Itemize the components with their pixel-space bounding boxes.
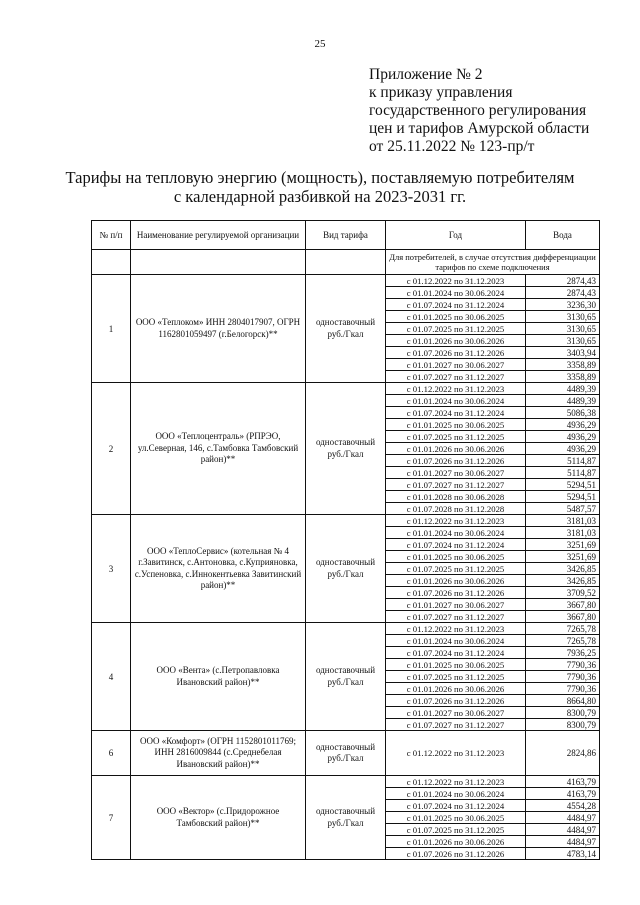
tariff-value: 3709,52 (526, 587, 600, 599)
tariff-value: 3403,94 (526, 347, 600, 359)
subheader-note: Для потребителей, в случае отсутствия дифференциации тарифов по схеме подключения (386, 250, 600, 275)
tariff-value: 4936,29 (526, 419, 600, 431)
tariff-value: 4783,14 (526, 848, 600, 860)
tariff-value: 4489,39 (526, 383, 600, 395)
tariff-period: с 01.01.2025 по 30.06.2025 (386, 812, 526, 824)
tariff-period: с 01.12.2022 по 31.12.2023 (386, 515, 526, 527)
table-subheader-row (92, 250, 600, 275)
row-number: 4 (92, 623, 131, 731)
tariff-value: 7265,78 (526, 635, 600, 647)
organization-name: ООО «Вента» (с.Петропавловка Ивановский район)** (131, 623, 306, 731)
tariff-value: 3181,03 (526, 515, 600, 527)
tariff-value: 7790,36 (526, 659, 600, 671)
tariff-value: 4484,97 (526, 824, 600, 836)
tariff-period: с 01.01.2024 по 30.06.2024 (386, 527, 526, 539)
table-row (92, 383, 600, 395)
tariff-value: 8300,79 (526, 719, 600, 731)
tariff-period: с 01.07.2027 по 31.12.2027 (386, 611, 526, 623)
tariff-period: с 01.07.2025 по 31.12.2025 (386, 563, 526, 575)
appendix-line: государственного регулирования (369, 102, 587, 119)
tariff-period: с 01.07.2026 по 31.12.2026 (386, 848, 526, 860)
tariff-period: с 01.01.2027 по 30.06.2027 (386, 707, 526, 719)
tariff-value: 3236,30 (526, 299, 600, 311)
tariff-period: с 01.01.2024 по 30.06.2024 (386, 635, 526, 647)
title-line: Тарифы на тепловую энергию (мощность), поставляемую потребителям (65, 168, 575, 187)
document-title (0, 168, 640, 206)
tariff-value: 7265,78 (526, 623, 600, 635)
tariff-period: с 01.01.2026 по 30.06.2026 (386, 683, 526, 695)
tariff-period: с 01.07.2025 по 31.12.2025 (386, 431, 526, 443)
row-number: 3 (92, 515, 131, 623)
title-line: с календарной разбивкой на 2023-2031 гг. (173, 187, 467, 206)
tariff-period: с 01.12.2022 по 31.12.2023 (386, 776, 526, 788)
appendix-line: Приложение № 2 (369, 66, 483, 83)
tariff-value: 4484,97 (526, 812, 600, 824)
appendix-header (369, 66, 589, 156)
tariff-value: 3426,85 (526, 575, 600, 587)
tariff-value: 4484,97 (526, 836, 600, 848)
tariff-period: с 01.01.2025 по 30.06.2025 (386, 551, 526, 563)
table-header-row (92, 221, 600, 250)
subheader-empty (131, 250, 306, 275)
tariff-type: одноставочный руб./Гкал (306, 515, 386, 623)
tariff-period: с 01.12.2022 по 31.12.2023 (386, 275, 526, 287)
tariff-value: 8664,80 (526, 695, 600, 707)
tariff-value: 3358,89 (526, 359, 600, 371)
organization-name: ООО «Теплоцентраль» (РПРЭО, ул.Северная, 146, с.Тамбовка Тамбовский район)** (131, 383, 306, 515)
tariff-value: 5487,57 (526, 503, 600, 515)
subheader-empty (306, 250, 386, 275)
header-water: Вода (526, 221, 600, 250)
tariff-period: с 01.01.2027 по 30.06.2027 (386, 599, 526, 611)
tariff-value: 5294,51 (526, 479, 600, 491)
tariff-value: 7790,36 (526, 683, 600, 695)
page-number: 25 (314, 38, 326, 50)
tariff-period: с 01.07.2024 по 31.12.2024 (386, 647, 526, 659)
tariff-value: 3667,80 (526, 611, 600, 623)
tariff-value: 3181,03 (526, 527, 600, 539)
row-number: 2 (92, 383, 131, 515)
tariff-value: 5294,51 (526, 491, 600, 503)
tariff-period: с 01.07.2025 по 31.12.2025 (386, 323, 526, 335)
table-row (92, 731, 600, 776)
header-type: Вид тарифа (306, 221, 386, 250)
organization-name: ООО «Вектор» (с.Придорожное Тамбовский район)** (131, 776, 306, 860)
row-number: 1 (92, 275, 131, 383)
tariff-type: одноставочный руб./Гкал (306, 275, 386, 383)
tariff-period: с 01.07.2026 по 31.12.2026 (386, 455, 526, 467)
tariff-type: одноставочный руб./Гкал (306, 623, 386, 731)
tariff-period: с 01.01.2026 по 30.06.2026 (386, 836, 526, 848)
organization-name: ООО «Теплоком» ИНН 2804017907, ОГРН 1162801059497 (г.Белогорск)** (131, 275, 306, 383)
tariff-value: 3130,65 (526, 323, 600, 335)
organization-name: ООО «Комфорт» (ОГРН 1152801011769; ИНН 2816009844 (с.Среднебелая Ивановский район)** (131, 731, 306, 776)
tariff-period: с 01.07.2027 по 31.12.2027 (386, 719, 526, 731)
tariff-period: с 01.07.2026 по 31.12.2026 (386, 347, 526, 359)
tariff-value: 7936,25 (526, 647, 600, 659)
tariff-period: с 01.01.2025 по 30.06.2025 (386, 419, 526, 431)
tariff-period: с 01.07.2024 по 31.12.2024 (386, 800, 526, 812)
tariff-period: с 01.01.2024 по 30.06.2024 (386, 395, 526, 407)
tariff-period: с 01.01.2024 по 30.06.2024 (386, 788, 526, 800)
tariff-value: 7790,36 (526, 671, 600, 683)
tariff-value: 3251,69 (526, 551, 600, 563)
tariff-value: 3426,85 (526, 563, 600, 575)
tariff-value: 3358,89 (526, 371, 600, 383)
appendix-line: к приказу управления (369, 84, 513, 101)
tariff-type: одноставочный руб./Гкал (306, 383, 386, 515)
appendix-line: от 25.11.2022 № 123-пр/т (369, 138, 535, 155)
tariff-period: с 01.07.2026 по 31.12.2026 (386, 695, 526, 707)
tariff-type: одноставочный руб./Гкал (306, 731, 386, 776)
tariff-period: с 01.07.2026 по 31.12.2026 (386, 587, 526, 599)
tariff-period: с 01.12.2022 по 31.12.2023 (386, 623, 526, 635)
tariff-value: 4554,28 (526, 800, 600, 812)
row-number: 7 (92, 776, 131, 860)
table-row (92, 275, 600, 287)
tariff-value: 3667,80 (526, 599, 600, 611)
tariff-table (91, 220, 600, 860)
table-row (92, 515, 600, 527)
row-number: 6 (92, 731, 131, 776)
tariff-value: 4489,39 (526, 395, 600, 407)
header-num: № п/п (92, 221, 131, 250)
tariff-period: с 01.01.2024 по 30.06.2024 (386, 287, 526, 299)
tariff-period: с 01.01.2026 по 30.06.2026 (386, 575, 526, 587)
tariff-period: с 01.01.2026 по 30.06.2026 (386, 335, 526, 347)
tariff-period: с 01.01.2027 по 30.06.2027 (386, 467, 526, 479)
tariff-period: с 01.07.2024 по 31.12.2024 (386, 539, 526, 551)
header-org: Наименование регулируемой организации (131, 221, 306, 250)
appendix-line: цен и тарифов Амурской области (369, 120, 590, 137)
tariff-value: 2874,43 (526, 287, 600, 299)
tariff-body (92, 275, 600, 860)
tariff-value: 4936,29 (526, 443, 600, 455)
tariff-period: с 01.12.2022 по 31.12.2023 (386, 731, 526, 776)
tariff-value: 2874,43 (526, 275, 600, 287)
tariff-value: 5086,38 (526, 407, 600, 419)
tariff-value: 5114,87 (526, 467, 600, 479)
tariff-period: с 01.07.2025 по 31.12.2025 (386, 824, 526, 836)
tariff-value: 8300,79 (526, 707, 600, 719)
tariff-type: одноставочный руб./Гкал (306, 776, 386, 860)
tariff-period: с 01.07.2024 по 31.12.2024 (386, 407, 526, 419)
table-row (92, 776, 600, 788)
tariff-period: с 01.07.2024 по 31.12.2024 (386, 299, 526, 311)
tariff-value: 5114,87 (526, 455, 600, 467)
subheader-empty (92, 250, 131, 275)
header-year: Год (386, 221, 526, 250)
tariff-value: 4163,79 (526, 788, 600, 800)
tariff-period: с 01.01.2025 по 30.06.2025 (386, 659, 526, 671)
tariff-value: 2824,86 (526, 731, 600, 776)
table-row (92, 623, 600, 635)
tariff-period: с 01.07.2028 по 31.12.2028 (386, 503, 526, 515)
tariff-period: с 01.01.2025 по 30.06.2025 (386, 311, 526, 323)
tariff-value: 3130,65 (526, 335, 600, 347)
organization-name: ООО «ТеплоСервис» (котельная № 4 г.Завитинск, с.Антоновка, с.Куприяновка, с.Успеновка, с.Иннокентьевка Завитинский район)** (131, 515, 306, 623)
tariff-period: с 01.01.2026 по 30.06.2026 (386, 443, 526, 455)
tariff-period: с 01.01.2027 по 30.06.2027 (386, 359, 526, 371)
tariff-value: 4936,29 (526, 431, 600, 443)
tariff-period: с 01.07.2025 по 31.12.2025 (386, 671, 526, 683)
tariff-value: 4163,79 (526, 776, 600, 788)
tariff-period: с 01.12.2022 по 31.12.2023 (386, 383, 526, 395)
tariff-period: с 01.07.2027 по 31.12.2027 (386, 479, 526, 491)
tariff-period: с 01.07.2027 по 31.12.2027 (386, 371, 526, 383)
tariff-value: 3130,65 (526, 311, 600, 323)
tariff-value: 3251,69 (526, 539, 600, 551)
tariff-period: с 01.01.2028 по 30.06.2028 (386, 491, 526, 503)
